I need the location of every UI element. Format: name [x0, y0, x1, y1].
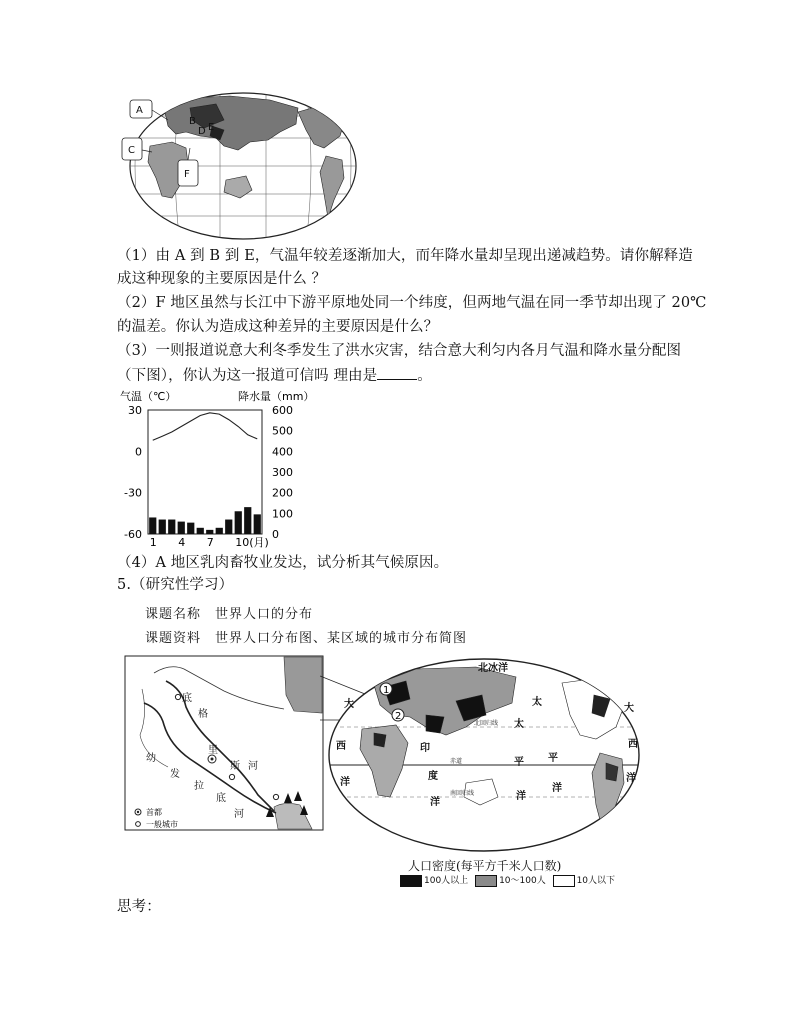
legend-swatch-low — [553, 875, 575, 887]
river-label-10: 河 — [234, 809, 244, 820]
ocean-indian-1: 印 — [420, 743, 430, 754]
section-5-heading: 5.（研究性学习） — [117, 577, 234, 593]
legend-city: 一般城市 — [146, 820, 178, 829]
climate-chart — [118, 388, 328, 550]
ocean-atlantic-2b: 西 — [628, 739, 638, 750]
legend-label-low: 10人以下 — [576, 876, 616, 886]
month-tick-label: 4 — [178, 536, 186, 549]
ocean-atlantic-1c: 洋 — [340, 777, 350, 788]
legend-swatch-high — [400, 875, 422, 887]
ocean-arctic: 北冰洋 — [478, 663, 508, 674]
legend-label-mid: 10～100人 — [499, 876, 546, 886]
river-label-6: 幼 — [146, 753, 156, 764]
ocean-atlantic-2c: 洋 — [626, 773, 636, 784]
ocean-pacific-2c: 洋 — [516, 791, 526, 802]
precipitation-bar — [206, 530, 213, 534]
precipitation-bar — [168, 520, 175, 534]
region-label-f: F — [184, 169, 190, 180]
legend-swatch-mid — [475, 875, 497, 887]
precipitation-tick-label: 300 — [272, 466, 293, 479]
temperature-tick-label: 30 — [128, 404, 142, 417]
precipitation-tick-label: 0 — [272, 528, 279, 541]
river-label-8: 拉 — [194, 781, 204, 792]
topic-value: 世界人口的分布 — [215, 607, 314, 622]
precipitation-bar — [235, 511, 242, 534]
ocean-atlantic-2a: 大 — [624, 703, 634, 714]
material-value: 世界人口分布图、某区域的城市分布简图 — [215, 631, 468, 646]
precipitation-tick-label: 600 — [272, 404, 293, 417]
region-label-b: B — [189, 116, 196, 127]
legend-label-high: 100人以上 — [424, 876, 469, 886]
ocean-pacific-2a: 太 — [514, 719, 524, 730]
temperature-tick-label: -30 — [124, 486, 142, 500]
think-label: 思考： — [117, 899, 161, 915]
ocean-indian-3: 洋 — [430, 797, 440, 808]
ocean-pacific-2b: 平 — [514, 757, 524, 768]
ocean-pacific-1a: 太 — [532, 697, 542, 708]
temperature-tick-label: 0 — [135, 445, 142, 459]
river-label-2: 格 — [198, 709, 208, 720]
population-legend-title: 人口密度(每平方千米人口数) — [408, 859, 562, 873]
precipitation-bar — [149, 517, 156, 534]
precipitation-bar — [187, 523, 194, 534]
precipitation-bar — [216, 528, 223, 534]
region-label-c: C — [128, 145, 135, 156]
question-3-line-1: （3）一则报道说意大利冬季发生了洪水灾害，结合意大利匀内各月气温和降水量分配图 — [117, 343, 682, 359]
precipitation-bar — [197, 528, 204, 534]
month-tick-label: 1 — [149, 536, 157, 549]
region-city-map — [124, 655, 324, 831]
region-label-d: D — [198, 126, 206, 137]
question-2-line-2: 的温差。你认为造成这种差异的主要原因是什么？ — [117, 319, 439, 335]
question-2-line-1: （2）F 地区虽然与长江中下游平原地处同一个纬度，但两地气温在同一季节却出现了 20℃ — [117, 295, 707, 311]
region-label-e: E — [208, 122, 215, 133]
river-label-1: 底 — [182, 693, 192, 704]
material-row — [145, 627, 467, 646]
precipitation-axis-title: 降水量（mm） — [238, 390, 315, 403]
question-3-text: （下图），你认为这一报道可信吗 理由是 — [117, 368, 378, 384]
question-3-line-2 — [117, 366, 432, 386]
ocean-pacific-1c: 洋 — [552, 783, 562, 794]
world-map-regions — [120, 90, 360, 242]
precipitation-bar — [254, 514, 261, 534]
river-label-4: 斯 — [230, 761, 240, 772]
precipitation-tick-label: 200 — [272, 486, 293, 500]
month-tick-label: 10(月) — [235, 536, 269, 549]
answer-blank[interactable] — [377, 367, 417, 380]
river-label-5: 河 — [248, 761, 258, 772]
ocean-indian-2: 度 — [428, 771, 438, 782]
question-4: （4）A 地区乳肉畜牧业发达，试分析其气候原因。 — [117, 555, 449, 571]
topic-row — [145, 603, 313, 622]
material-key: 课题资料 — [145, 631, 202, 646]
precipitation-bar — [159, 520, 166, 534]
ocean-atlantic-1a: 大 — [344, 699, 354, 710]
equator-label: 赤道 — [450, 758, 463, 765]
tropic-of-capricorn-label: 南回归线 — [450, 790, 475, 797]
marker-2: 2 — [395, 711, 402, 722]
temperature-axis-title: 气温（℃） — [120, 390, 177, 403]
precipitation-tick-label: 400 — [272, 445, 293, 459]
precipitation-bar — [244, 507, 251, 534]
region-label-a: A — [136, 105, 143, 116]
marker-1: 1 — [383, 685, 390, 696]
tropic-of-cancer-label: 北回归线 — [474, 720, 499, 727]
precipitation-bar — [178, 522, 185, 534]
river-label-7: 发 — [170, 769, 180, 780]
topic-key: 课题名称 — [145, 607, 202, 622]
legend-capital: 首都 — [146, 808, 162, 817]
precipitation-tick-label: 500 — [272, 424, 293, 438]
precipitation-tick-label: 100 — [272, 507, 293, 521]
river-label-9: 底 — [216, 793, 226, 804]
river-label-3: 里 — [208, 745, 218, 756]
question-1-line-2: 成这种现象的主要原因是什么 ？ — [117, 271, 327, 287]
question-1-line-1: （1）由 A 到 B 到 E，气温年较差逐渐加大，而年降水量却呈现出递减趋势。请你解释造 — [117, 248, 693, 264]
precipitation-bar — [225, 520, 232, 534]
world-population-map — [326, 655, 642, 855]
question-3-end: 。 — [417, 368, 432, 384]
month-tick-label: 7 — [206, 536, 214, 549]
temperature-tick-label: -60 — [124, 528, 142, 541]
population-legend — [400, 873, 615, 887]
ocean-atlantic-1b: 西 — [336, 741, 346, 752]
ocean-pacific-1b: 平 — [548, 753, 558, 764]
